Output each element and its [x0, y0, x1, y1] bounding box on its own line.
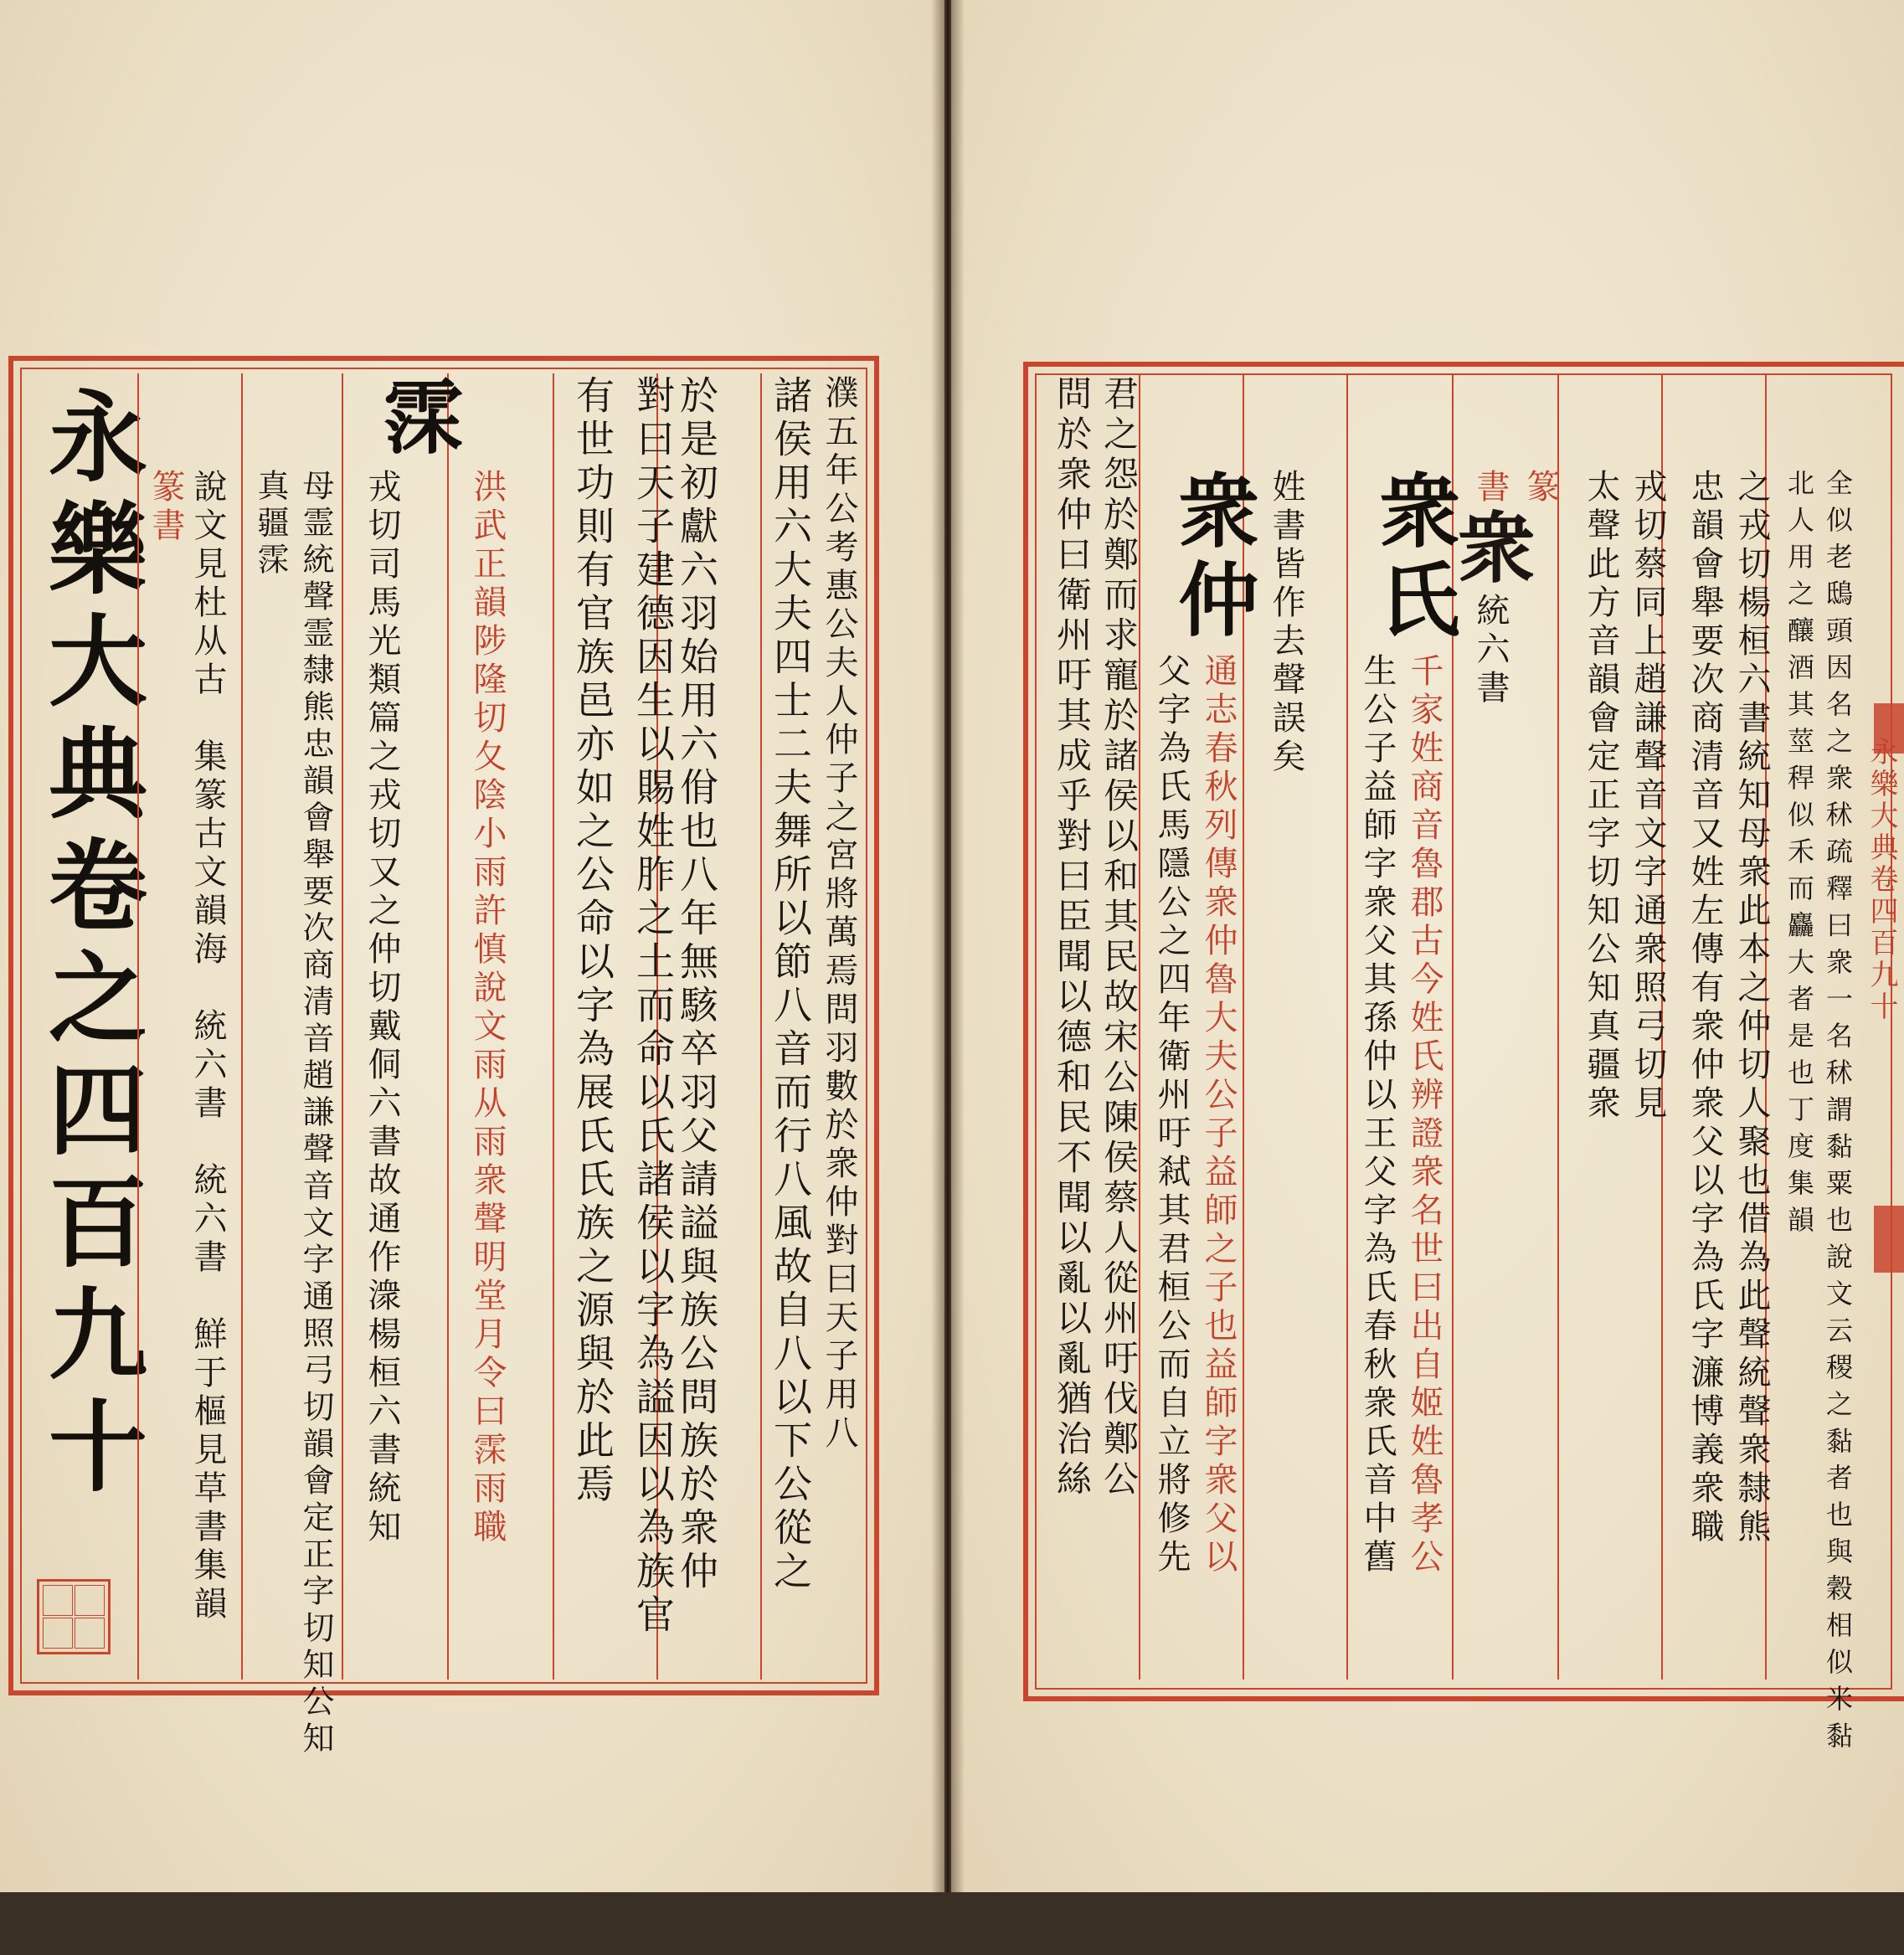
column-rule: [447, 373, 449, 1680]
annotation-column: 全似老鴟頭因名之衆秫疏釋曰衆一名秫謂黏粟也說文云稷之黏者也與穀相似米黏北人用之釀酒其莖稈似禾而麤大者是也丁度集韻: [1783, 469, 1854, 1758]
text-column: 姓書皆作去聲誤矣: [1267, 469, 1305, 777]
margin-volume-label: 永樂大典卷四百九十: [1865, 737, 1898, 1023]
left-entry-reading: 母霊統聲霊隸熊忠韻會舉要次商清音趙謙聲音文字通照弓切韻會定正字切知公知真疆霂: [252, 469, 334, 1758]
text-column-red: 千家姓商音魯郡古今姓氏辨證衆名世曰出自姬姓魯孝公: [1405, 653, 1443, 1577]
seal-cell: [75, 1618, 105, 1649]
entry-head-character: 霂: [370, 375, 465, 464]
seal-cell: [75, 1585, 105, 1616]
volume-title: 永樂大典卷之四百九十: [32, 385, 148, 1507]
column-rule: [1346, 373, 1348, 1680]
text-column: 太聲此方音韻會定正字切知公知真疆衆: [1582, 469, 1620, 1124]
text-column: 問於衆仲曰衛州吁其成乎對曰臣聞以德和民不聞以亂以亂猶治絲: [1052, 375, 1093, 1500]
library-seal: [37, 1579, 111, 1654]
entry-head-zhongshi: 衆氏: [1366, 469, 1461, 646]
entry-head-zhongzhong: 衆仲: [1166, 469, 1260, 646]
column-rule: [342, 373, 343, 1680]
text-column: 父字為氏馬隱公之四年衛州吁弒其君桓公而自立將修先: [1152, 653, 1191, 1577]
text-column: 之戎切楊桓六書統知母衆此本之仲切人聚也借為此聲統聲衆隸熊: [1732, 469, 1771, 1547]
script-forms-column: 篆書: [147, 469, 185, 546]
column-rule: [553, 373, 554, 1680]
seal-cell: [43, 1618, 73, 1649]
text-column: 戎切蔡同上趙謙聲音文字通衆照弓切見: [1629, 469, 1667, 1124]
column-rule: [241, 373, 243, 1680]
left-citation: 戎切司馬光類篇之戎切又之仲切戴侗六書故通作潨楊桓六書統知: [363, 469, 401, 1547]
script-forms-text: 說文見杜从古 集篆古文韻海 統六書 統六書 鮮于樞見草書集韻: [188, 469, 227, 1624]
text-column: 生公子益師字衆父其孫仲以王父字為氏春秋衆氏音中舊: [1358, 653, 1397, 1577]
column-rule: [137, 373, 139, 1680]
text-column: 諸侯用六大夫四士二夫舞所以節八音而行八風故自八以下公從之: [768, 375, 813, 1594]
script-forms-column: 書衆統六書: [1445, 469, 1536, 708]
text-column-red: 通志春秋列傳衆仲魯大夫公子益師之子也益師字衆父以: [1199, 653, 1238, 1577]
text-column: 忠韻會舉要次商清音又姓左傳有衆仲衆父以字為氏字濂博義衆職: [1685, 469, 1724, 1547]
left-citation-red: 洪武正韻陟隆切夂陰小雨許慎說文雨从雨衆聲明堂月令曰霂雨職: [468, 469, 507, 1547]
seal-cell: [43, 1585, 73, 1616]
book-gutter: [931, 0, 965, 1892]
script-forms-column: 篆: [1521, 469, 1560, 507]
text-column: 對曰天子建德因生以賜姓胙之土而命以氏諸侯以字為謚因以為族官有世功則有官族邑亦如之公命以字為展氏氏族之源與於此焉: [570, 375, 676, 1638]
text-column: 濮五年公考惠公夫人仲子之宮將萬焉問羽數於衆仲對曰天子用八: [820, 375, 858, 1453]
text-column: 君之怨於鄭而求寵於諸侯以和其民故宋公陳侯蔡人從州吁伐鄭公: [1099, 375, 1140, 1500]
margin-tab: [1874, 1206, 1904, 1273]
text-column: 於是初獻六羽始用六佾也八年無駭卒羽父請謚與族公問族於衆仲: [674, 375, 719, 1594]
